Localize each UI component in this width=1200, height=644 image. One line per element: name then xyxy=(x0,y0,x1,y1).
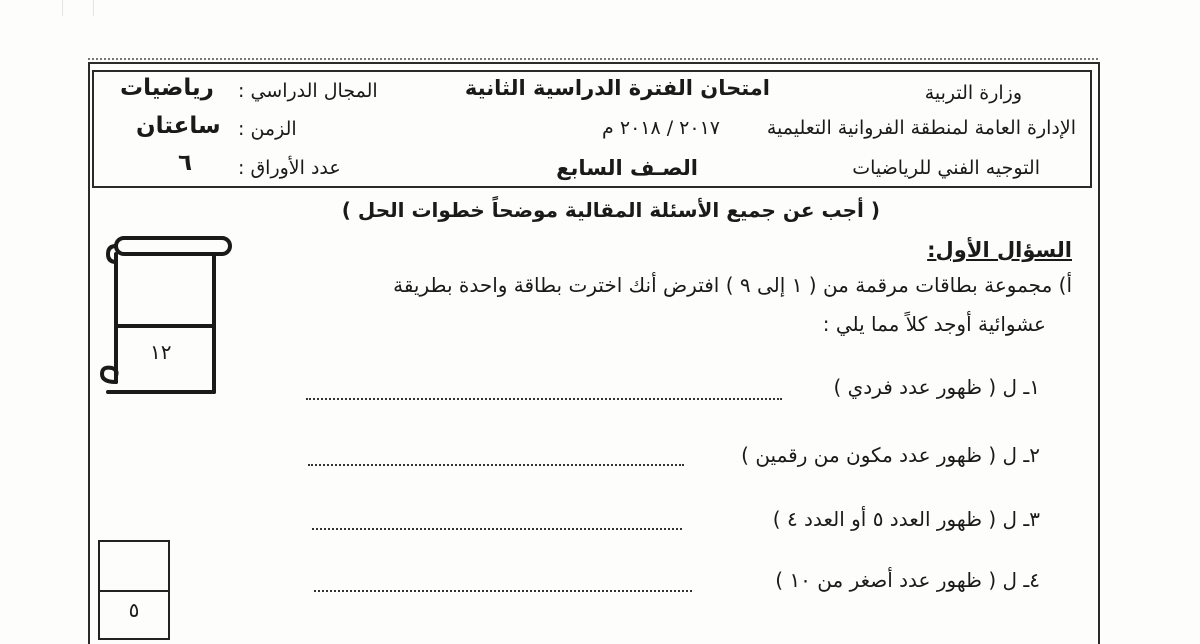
answer-line[interactable] xyxy=(314,590,692,592)
answer-line[interactable] xyxy=(308,464,684,466)
question-1-title: السؤال الأول: xyxy=(927,238,1072,262)
directorate-name: الإدارة العامة لمنطقة الفروانية التعليمية xyxy=(766,117,1076,139)
page-top-border xyxy=(88,58,1098,60)
scan-artifact xyxy=(62,0,94,16)
ministry-name: وزارة التربية xyxy=(924,82,1022,104)
score-box-value: ٥ xyxy=(128,598,140,622)
question-1-item: ٢ـ ل ( ظهور عدد مكون من رقمين ) xyxy=(741,443,1040,467)
subject-label: المجال الدراسي : xyxy=(238,80,378,102)
question-1-intro-line2: عشوائية أوجد كلاً مما يلي : xyxy=(822,312,1046,336)
scroll-mark-icon xyxy=(92,232,237,398)
supervision-name: التوجيه الفني للرياضيات xyxy=(852,157,1040,179)
question-1-item: ٣ـ ل ( ظهور العدد ٥ أو العدد ٤ ) xyxy=(772,507,1040,531)
pages-value: ٦ xyxy=(178,150,193,176)
question-1-item: ٤ـ ل ( ظهور عدد أصغر من ١٠ ) xyxy=(775,568,1040,592)
academic-year: ٢٠١٧ / ٢٠١٨ م xyxy=(602,117,720,139)
exam-title: امتحان الفترة الدراسية الثانية xyxy=(464,76,770,100)
time-value: ساعتان xyxy=(136,113,221,139)
pages-label: عدد الأوراق : xyxy=(238,157,341,179)
scroll-mark-value: ١٢ xyxy=(150,340,172,364)
time-label: الزمن : xyxy=(238,118,297,140)
subject-value: رياضيات xyxy=(120,75,214,101)
question-1-item: ١ـ ل ( ظهور عدد فردي ) xyxy=(833,375,1040,399)
answer-line[interactable] xyxy=(306,398,782,400)
general-instruction: ( أجب عن جميع الأسئلة المقالية موضحاً خطوات الحل ) xyxy=(341,198,880,222)
score-box xyxy=(98,540,170,640)
question-1-intro-line1: أ) مجموعة بطاقات مرقمة من ( ١ إلى ٩ ) افترض أنك اخترت بطاقة واحدة بطريقة xyxy=(393,273,1072,297)
answer-line[interactable] xyxy=(312,528,682,530)
grade-label: الصـف السابع xyxy=(556,156,698,180)
score-box-divider xyxy=(100,590,168,592)
